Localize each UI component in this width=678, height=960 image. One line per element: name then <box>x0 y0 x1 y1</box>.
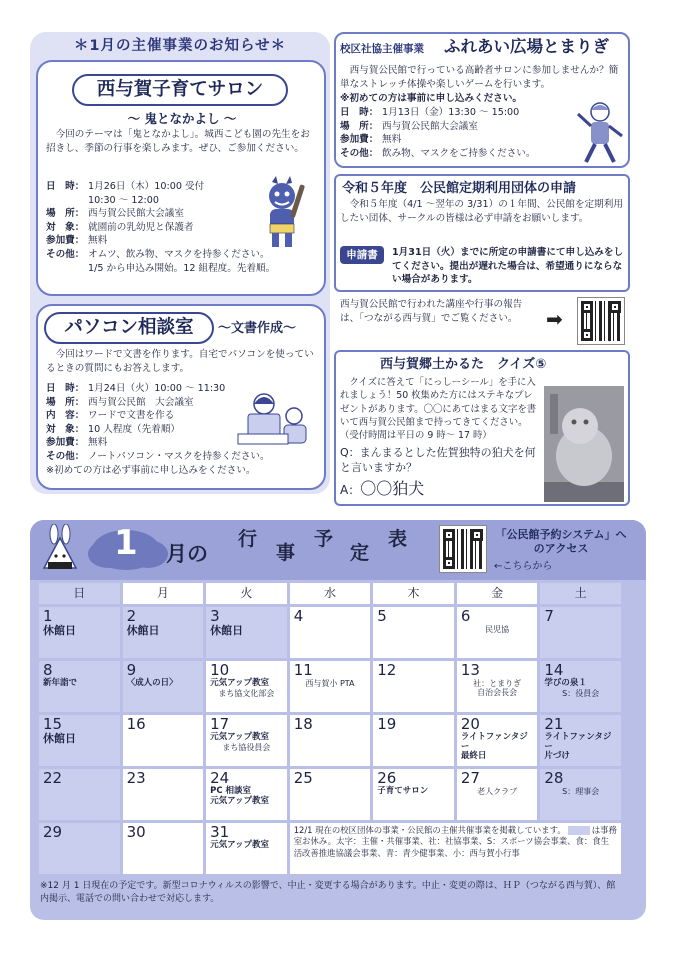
day-event: 子育てサロン <box>377 785 429 796</box>
karuta-body: クイズに答えて「にっしーシール」を手に入れましょう！50 枚集めた方にはステキなプレゼントがあります。〇〇にあてはまる文字を書いて西与賀公民館まで持ってきてください。（受付時間は平日の 9 時～ 17 時） <box>340 377 537 442</box>
calendar-title-char-2: 事 <box>276 542 296 564</box>
day-sub-event: S：理事会 <box>562 786 600 796</box>
day-number: 6 <box>460 607 471 625</box>
teiki-badge: 申請書 <box>340 246 384 264</box>
day-number: 16 <box>126 715 146 733</box>
day-event: PC 相談室 <box>210 785 252 796</box>
calendar-day-cell <box>39 715 120 766</box>
calendar-day-cell <box>123 715 204 766</box>
calendar-day-cell <box>290 607 371 658</box>
day-number: 23 <box>126 769 146 787</box>
day-event: 〈成人の日〉 <box>126 677 178 688</box>
day-event: 元気アップ教室 <box>210 731 270 742</box>
day-number: 19 <box>377 715 397 733</box>
day-sub-event: 西与賀小 PTA <box>305 678 355 688</box>
day-number: 11 <box>293 661 313 679</box>
calendar-day-cell <box>457 607 538 658</box>
day-number: 2 <box>126 607 137 625</box>
day-number: 30 <box>126 823 146 841</box>
closed-day-swatch <box>568 826 590 835</box>
calendar-day-cell <box>206 715 287 766</box>
day-sub-event: 老人クラブ <box>477 786 518 796</box>
pc-illustration <box>234 392 312 448</box>
day-event: 最終日 <box>460 751 487 762</box>
calendar-day-cell <box>373 769 454 820</box>
calendar-title-month: 1 <box>114 523 138 563</box>
day-sub-event: まち協役員会 <box>222 742 271 752</box>
day-number: 24 <box>210 769 230 787</box>
calendar-week <box>39 715 621 766</box>
calendar-week <box>39 769 621 820</box>
calendar-day-cell <box>206 607 287 658</box>
weekday-sun: 日 <box>39 583 120 604</box>
calendar-title-char-3: 予 <box>314 528 334 550</box>
day-number: 15 <box>43 715 63 733</box>
karuta-answer-text: 〇〇狛犬 <box>360 479 425 498</box>
day-number: 1 <box>43 607 53 625</box>
calendar-grid <box>36 580 624 877</box>
fureai-org: 校区社協主催事業 <box>340 43 424 55</box>
calendar-day-cell <box>39 823 120 874</box>
exercise-illustration <box>574 100 626 166</box>
weekday-tue: 火 <box>206 583 287 604</box>
calendar-day-cell <box>39 661 120 712</box>
calendar-day-cell <box>39 769 120 820</box>
pc-title: パソコン相談室 <box>44 312 214 344</box>
day-number: 13 <box>460 661 480 679</box>
day-label: 休館日 <box>43 623 76 637</box>
day-sub-event: 自治会長会 <box>477 688 518 698</box>
calendar-day-cell <box>373 661 454 712</box>
day-event: ライトファンタジー <box>460 731 528 752</box>
pc-footnote: ※初めての方は必ず事前に申し込みをください。 <box>46 464 256 476</box>
day-sub-event: 民児協 <box>485 624 510 634</box>
day-number: 4 <box>293 607 304 625</box>
pc-subtitle: ～文書作成～ <box>218 321 297 336</box>
karuta-question: Q：まんまるとした佐賀独特の狛犬を何と言いますか？ <box>340 446 536 474</box>
karuta-answer <box>340 478 424 500</box>
pc-details: 日 時： 1月24日（火）10:00 ～ 11:30 場 所： 西与賀公民館 大会議室 内 容： ワードで文書を作る 対 象： 10 人程度（先着順） 参加費： 無料 その他： ノートパソコン・マスクを持参ください。 ※初めての方は必ず事前に申し込みをください。 <box>46 382 326 477</box>
calendar-title-char-1: 行 <box>238 528 258 550</box>
karuta-title: 西与賀郷土かるた クイズ⑤ <box>380 357 547 372</box>
calendar-day-cell <box>290 769 371 820</box>
calendar-day-cell <box>39 607 120 658</box>
legend-text-b: は事務室お休み。太字：主催・共催事業、社：社協事業、S：スポーツ協会事業、食：食生活改善推進協議会事業、青：青少健事業、小：西与賀小行事 <box>293 825 617 858</box>
reservation-access-title: 「公民館予約システム」へのアクセス <box>495 528 627 556</box>
day-label: 休館日 <box>43 731 76 745</box>
calendar-day-cell <box>206 661 287 712</box>
day-number: 5 <box>377 607 387 625</box>
calendar-title-no: 月の <box>166 542 208 566</box>
calendar-day-cell <box>206 769 287 820</box>
fureai-title: ふれあい広場とまりぎ <box>444 37 609 56</box>
day-number: 8 <box>43 661 53 679</box>
calendar-day-cell <box>457 661 538 712</box>
calendar-day-cell <box>540 607 621 658</box>
komainu-photo <box>544 386 624 502</box>
day-number: 14 <box>544 661 564 679</box>
day-label: 休館日 <box>210 623 244 637</box>
calendar-footer: ※12 月 1 日現在の予定です。新型コロナウィルスの影響で、中止・変更する場合があります。中止・変更の際は、ＨＰ（つながる西与賀）、館内掲示、電話での問い合わせで対応します。 <box>40 881 616 905</box>
day-number: 26 <box>377 769 397 787</box>
pc-intro: 今回はワードで文書を作ります。自宅でパソコンを使っているときの質問にもお答えします。 <box>46 349 314 374</box>
left-banner: ＊1月の主催事業のお知らせ＊ <box>73 38 287 54</box>
calendar-day-cell <box>290 715 371 766</box>
day-number: 22 <box>43 769 63 787</box>
calendar-week <box>39 607 621 658</box>
weekday-sat: 土 <box>540 583 621 604</box>
calendar-day-cell <box>373 607 454 658</box>
day-number: 12 <box>377 661 397 679</box>
salon-title: 西与賀子育てサロン <box>72 74 288 106</box>
calendar-day-cell <box>123 823 204 874</box>
calendar-day-cell <box>540 769 621 820</box>
day-number: 10 <box>210 661 230 679</box>
day-number: 27 <box>460 769 480 787</box>
calendar-day-cell <box>373 715 454 766</box>
teiki-title: 令和５年度 公民館定期利用団体の申請 <box>342 181 577 196</box>
salon-subtitle: ～ 鬼となかよし ～ <box>127 111 237 126</box>
calendar-week <box>39 823 621 874</box>
day-sub-event: 社：とまりぎ <box>473 678 522 688</box>
weekday-thu: 木 <box>373 583 454 604</box>
calendar-day-cell <box>123 661 204 712</box>
day-label: 休館日 <box>126 623 160 637</box>
calendar-day-cell <box>540 715 621 766</box>
weekday-wed: 水 <box>290 583 371 604</box>
mascot-icon <box>40 524 80 574</box>
day-event: 元気アップ教室 <box>210 795 270 806</box>
day-number: 20 <box>460 715 480 733</box>
day-number: 31 <box>210 823 230 841</box>
fureai-intro: 西与賀公民館で行っている高齢者サロンに参加しませんか？簡単なストレッチ体操や楽しいゲームを行います。 <box>340 65 619 90</box>
day-number: 28 <box>544 769 564 787</box>
day-event: ライトファンタジー <box>544 731 612 752</box>
day-event: 元気アップ教室 <box>210 839 270 850</box>
calendar-title-char-5: 表 <box>388 528 408 550</box>
reservation-access-link[interactable]: ←こちらから <box>494 561 553 572</box>
calendar-week <box>39 661 621 712</box>
day-event: 片づけ <box>544 751 570 762</box>
karuta-answer-label: A： <box>340 483 361 497</box>
tsunagaru-qr-code[interactable] <box>578 298 624 344</box>
day-event: 元気アップ教室 <box>210 677 270 688</box>
oni-illustration <box>250 176 312 250</box>
salon-details: 日 時： 1月26日（木）10:00 受付 10:30 ～ 12:00 場 所： 西与賀公民館大会議室 対 象： 就園前の乳幼児と保護者 参加費： 無料 その他： オムツ、飲み物、マスクを持参ください。 1/5 から申込み開始。12 組程度。先着順。 <box>46 181 276 274</box>
tsunagaru-text: 西与賀公民館で行われた講座や行事の報告は、「つながる西与賀」でご覧ください。 <box>340 299 523 324</box>
salon-intro: 今回のテーマは「鬼となかよし」。城西こども園の先生をお招きし、季節の行事を楽しみます。ぜひ、ご参加ください。 <box>46 129 310 154</box>
weekday-mon: 月 <box>123 583 204 604</box>
calendar-title-char-4: 定 <box>350 542 370 564</box>
calendar-day-cell <box>123 607 204 658</box>
calendar-day-cell <box>457 715 538 766</box>
day-number: 7 <box>544 607 554 625</box>
day-number: 17 <box>210 715 230 733</box>
teiki-notice: 1月31日（火）までに所定の申請書にて申し込みをしてください。提出が遅れた場合は、希望通りにならない場合があります。 <box>392 247 624 286</box>
fureai-note: ※初めての方は事前に申し込みください。 <box>340 93 523 104</box>
day-number: 18 <box>293 715 313 733</box>
day-sub-event: まち協文化部会 <box>218 688 275 698</box>
day-number: 21 <box>544 715 564 733</box>
calendar-legend <box>290 823 621 874</box>
day-number: 29 <box>43 823 63 841</box>
day-sub-event: S：役員会 <box>562 688 600 698</box>
day-number: 3 <box>210 607 220 625</box>
reservation-qr-code[interactable] <box>440 526 486 572</box>
calendar-day-cell <box>457 769 538 820</box>
calendar-day-cell <box>540 661 621 712</box>
weekday-fri: 金 <box>457 583 538 604</box>
fureai-details: 日 時： 1月13日（金）13:30 ～ 15:00 場 所： 西与賀公民館大会議室 参加費： 無料 その他： 飲み物、マスクをご持参ください。 <box>340 107 536 159</box>
arrow-right-icon: ➡ <box>546 307 563 331</box>
legend-text-a: 12/1 現在の校区団体の事業・公民館の主催共催事業を掲載しています。 <box>293 825 566 835</box>
calendar-day-cell <box>290 661 371 712</box>
day-event: 学びの泉１ <box>544 677 587 688</box>
teiki-body: 令和５年度（4/1 ～翌年の 3/31）の１年間、公民館を定期利用したい団体、サークルの皆様は必ず申請をお願いします。 <box>340 199 623 224</box>
day-number: 25 <box>293 769 313 787</box>
calendar-day-cell <box>123 769 204 820</box>
day-event: 新年詣で <box>43 677 78 688</box>
day-number: 9 <box>126 661 137 679</box>
calendar-day-cell <box>206 823 287 874</box>
